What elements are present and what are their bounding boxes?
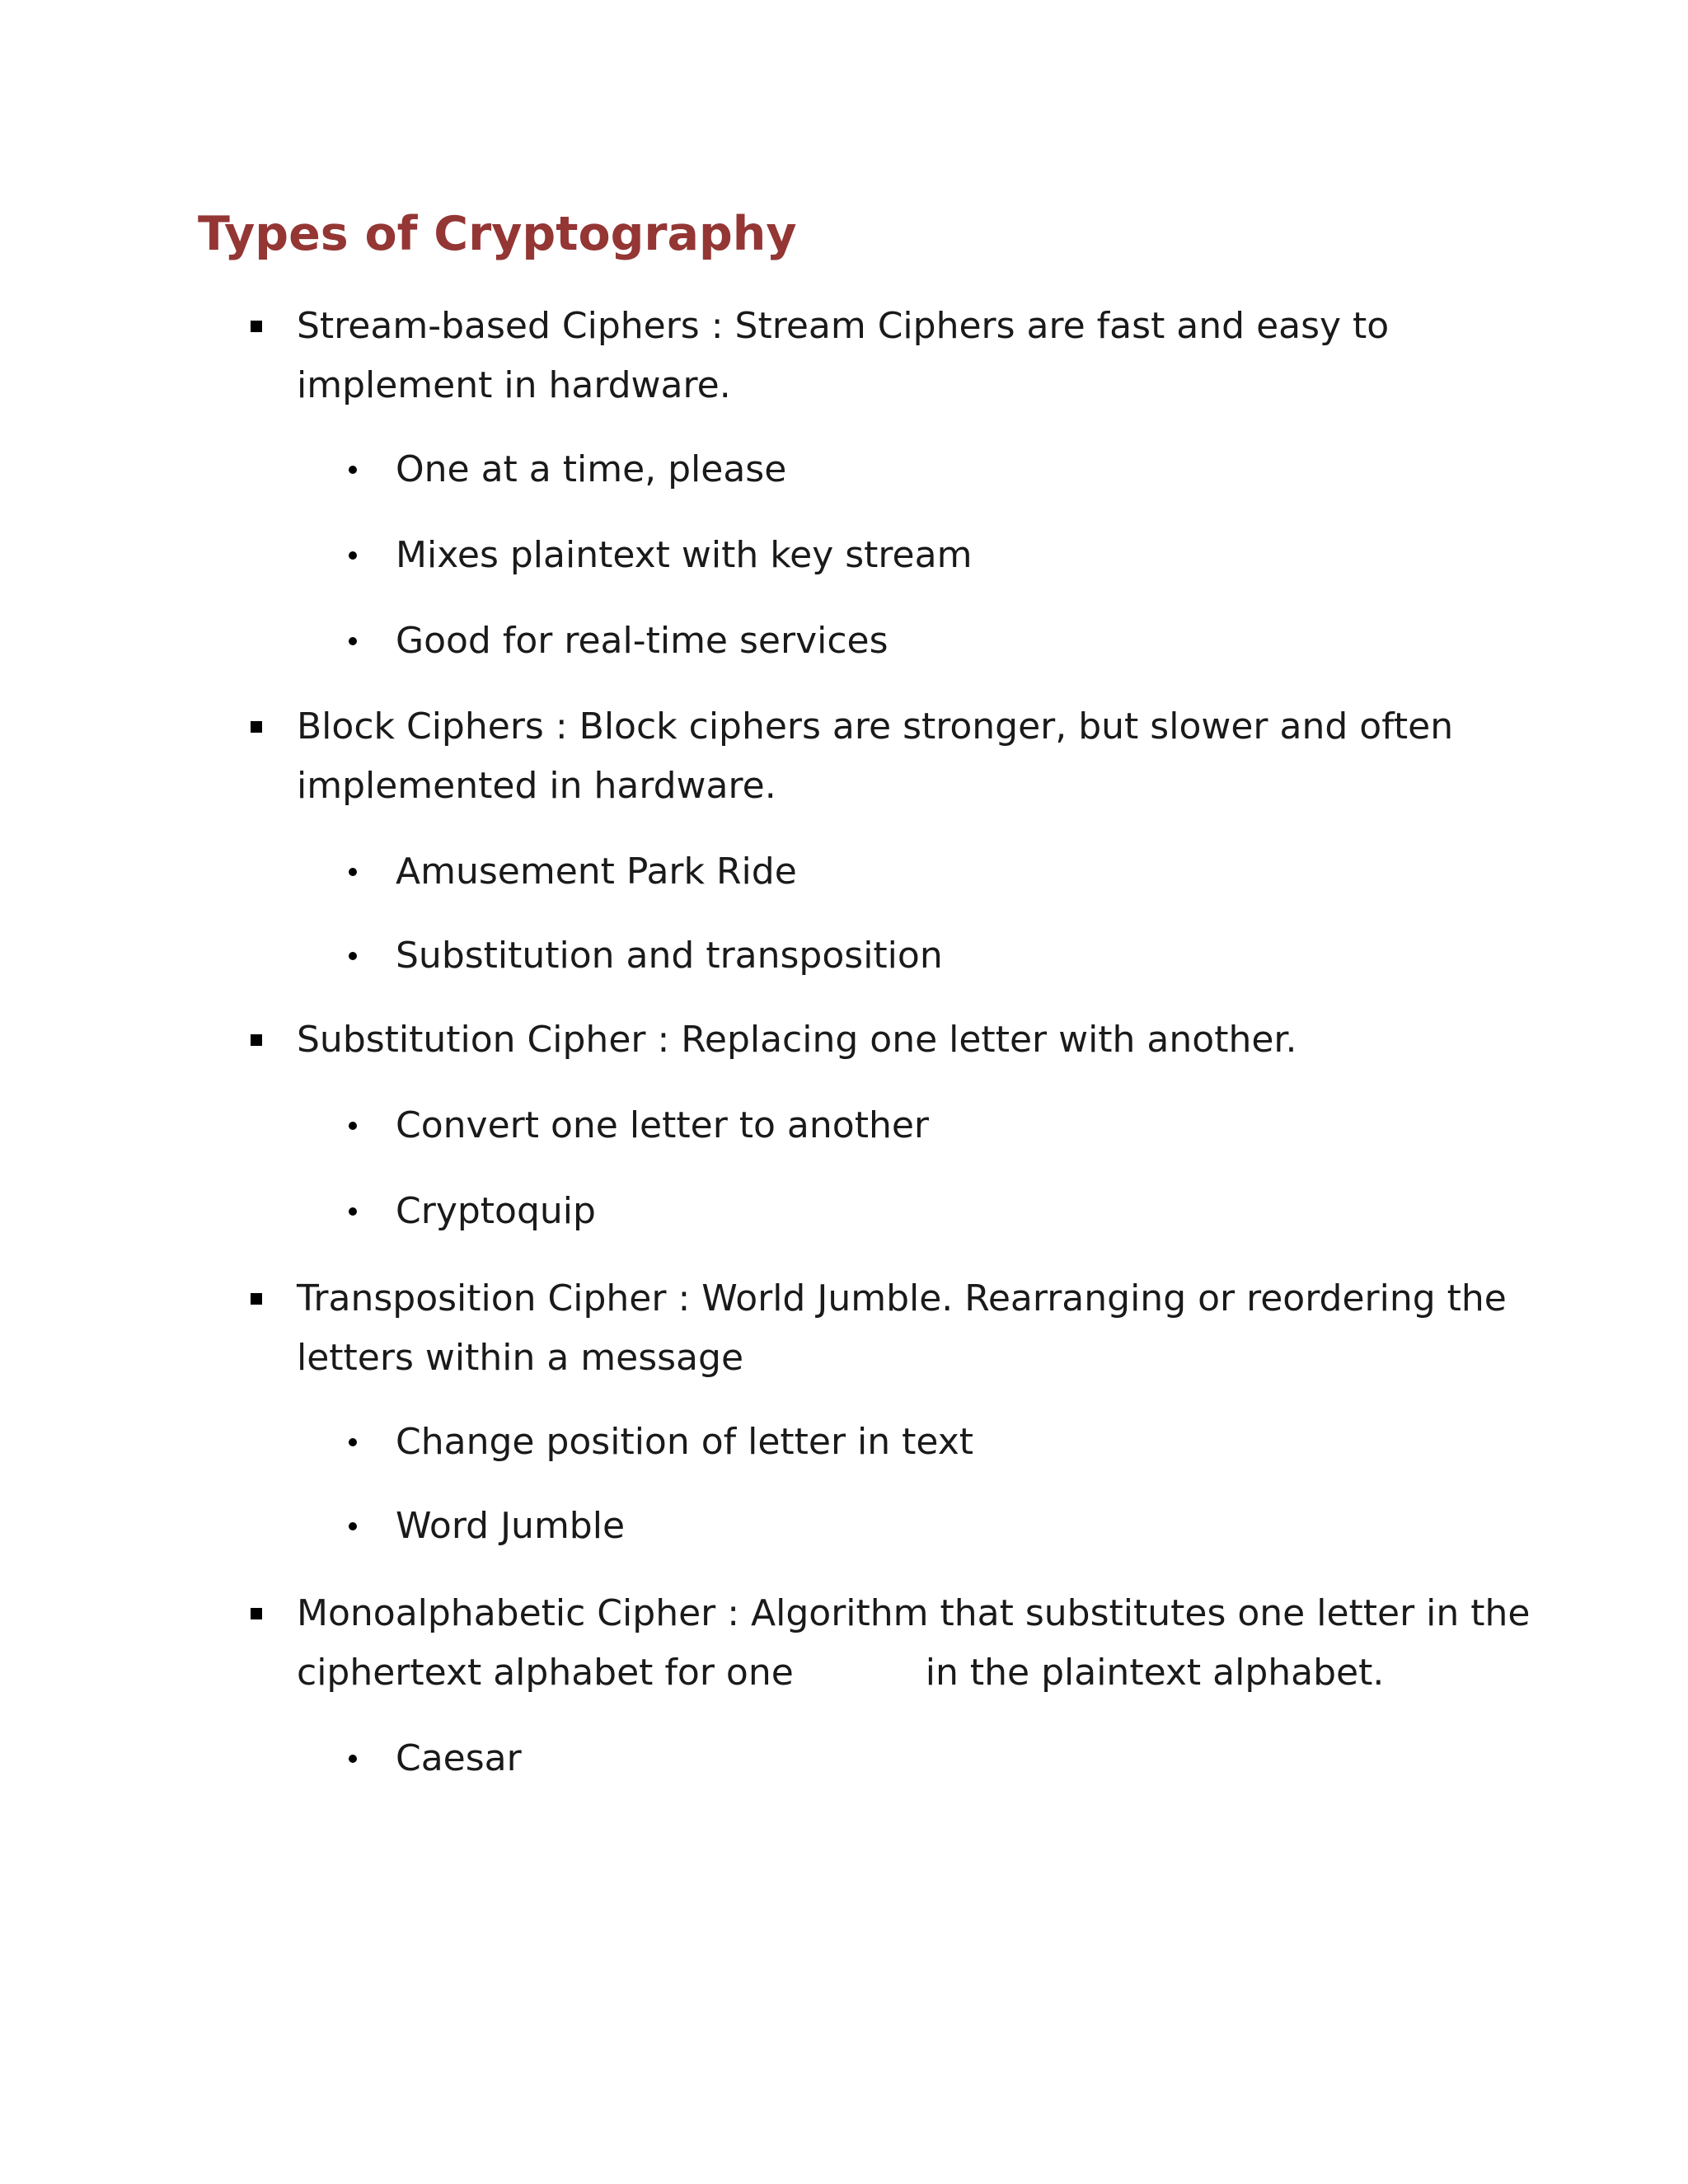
round-bullet-icon bbox=[349, 1438, 357, 1446]
sub-list-item-text: Amusement Park Ride bbox=[396, 851, 797, 893]
round-bullet-icon bbox=[349, 868, 357, 876]
list-item bbox=[297, 297, 1389, 415]
round-bullet-icon bbox=[349, 466, 357, 474]
sub-list-item bbox=[396, 440, 786, 499]
square-bullet-icon bbox=[251, 1293, 262, 1305]
round-bullet-icon bbox=[349, 551, 357, 560]
round-bullet-icon bbox=[349, 952, 357, 960]
sub-list-item-text: Cryptoquip bbox=[396, 1190, 596, 1232]
round-bullet-icon bbox=[349, 1207, 357, 1216]
sub-list-item-text: Good for real-time services bbox=[396, 620, 889, 662]
sub-list-item bbox=[396, 612, 889, 671]
round-bullet-icon bbox=[349, 1122, 357, 1130]
list-item-text-line: Stream-based Ciphers : Stream Ciphers are fast and easy to bbox=[297, 305, 1390, 347]
list-item-text-line: letters within a message bbox=[297, 1337, 744, 1379]
sub-list-item bbox=[396, 842, 797, 902]
sub-list-item-text: Caesar bbox=[396, 1737, 522, 1779]
list-item-text-line: implement in hardware. bbox=[297, 364, 731, 406]
square-bullet-icon bbox=[251, 1608, 262, 1619]
sub-list-item-text: Convert one letter to another bbox=[396, 1104, 930, 1146]
sub-list-item bbox=[396, 926, 943, 986]
sub-list-item bbox=[396, 1413, 973, 1472]
sub-list-item-text: Substitution and transposition bbox=[396, 935, 943, 977]
list-item bbox=[297, 697, 1453, 816]
page-title: Types of Cryptography bbox=[198, 207, 797, 261]
list-item-text-part: in the plaintext alphabet. bbox=[925, 1652, 1385, 1694]
list-item-text-line: Substitution Cipher : Replacing one letter with another. bbox=[297, 1019, 1297, 1061]
list-item-text-line: Monoalphabetic Cipher : Algorithm that substitutes one letter in the bbox=[297, 1592, 1531, 1634]
sub-list-item-text: Word Jumble bbox=[396, 1505, 626, 1547]
list-item bbox=[297, 1584, 1530, 1703]
square-bullet-icon bbox=[251, 321, 262, 332]
sub-list-item-text: One at a time, please bbox=[396, 448, 787, 490]
sub-list-item-text: Change position of letter in text bbox=[396, 1421, 973, 1463]
list-item bbox=[297, 1269, 1507, 1388]
list-item-text-line bbox=[297, 1643, 1530, 1703]
list-item-text-part: ciphertext alphabet for one bbox=[297, 1652, 794, 1694]
sub-list-item bbox=[396, 526, 972, 585]
square-bullet-icon bbox=[251, 1034, 262, 1046]
list-item-text-line: Transposition Cipher : World Jumble. Rearranging or reordering the bbox=[297, 1277, 1507, 1319]
sub-list-item bbox=[396, 1497, 625, 1556]
round-bullet-icon bbox=[349, 1755, 357, 1763]
list-item bbox=[297, 1010, 1296, 1070]
sub-list-item bbox=[396, 1096, 929, 1155]
round-bullet-icon bbox=[349, 637, 357, 645]
round-bullet-icon bbox=[349, 1522, 357, 1530]
sub-list-item bbox=[396, 1182, 596, 1241]
sub-list-item-text: Mixes plaintext with key stream bbox=[396, 534, 973, 576]
list-item-text-line: implemented in hardware. bbox=[297, 765, 776, 807]
list-item-text-line: Block Ciphers : Block ciphers are stronger, but slower and often bbox=[297, 705, 1454, 748]
sub-list-item bbox=[396, 1729, 522, 1788]
square-bullet-icon bbox=[251, 721, 262, 733]
